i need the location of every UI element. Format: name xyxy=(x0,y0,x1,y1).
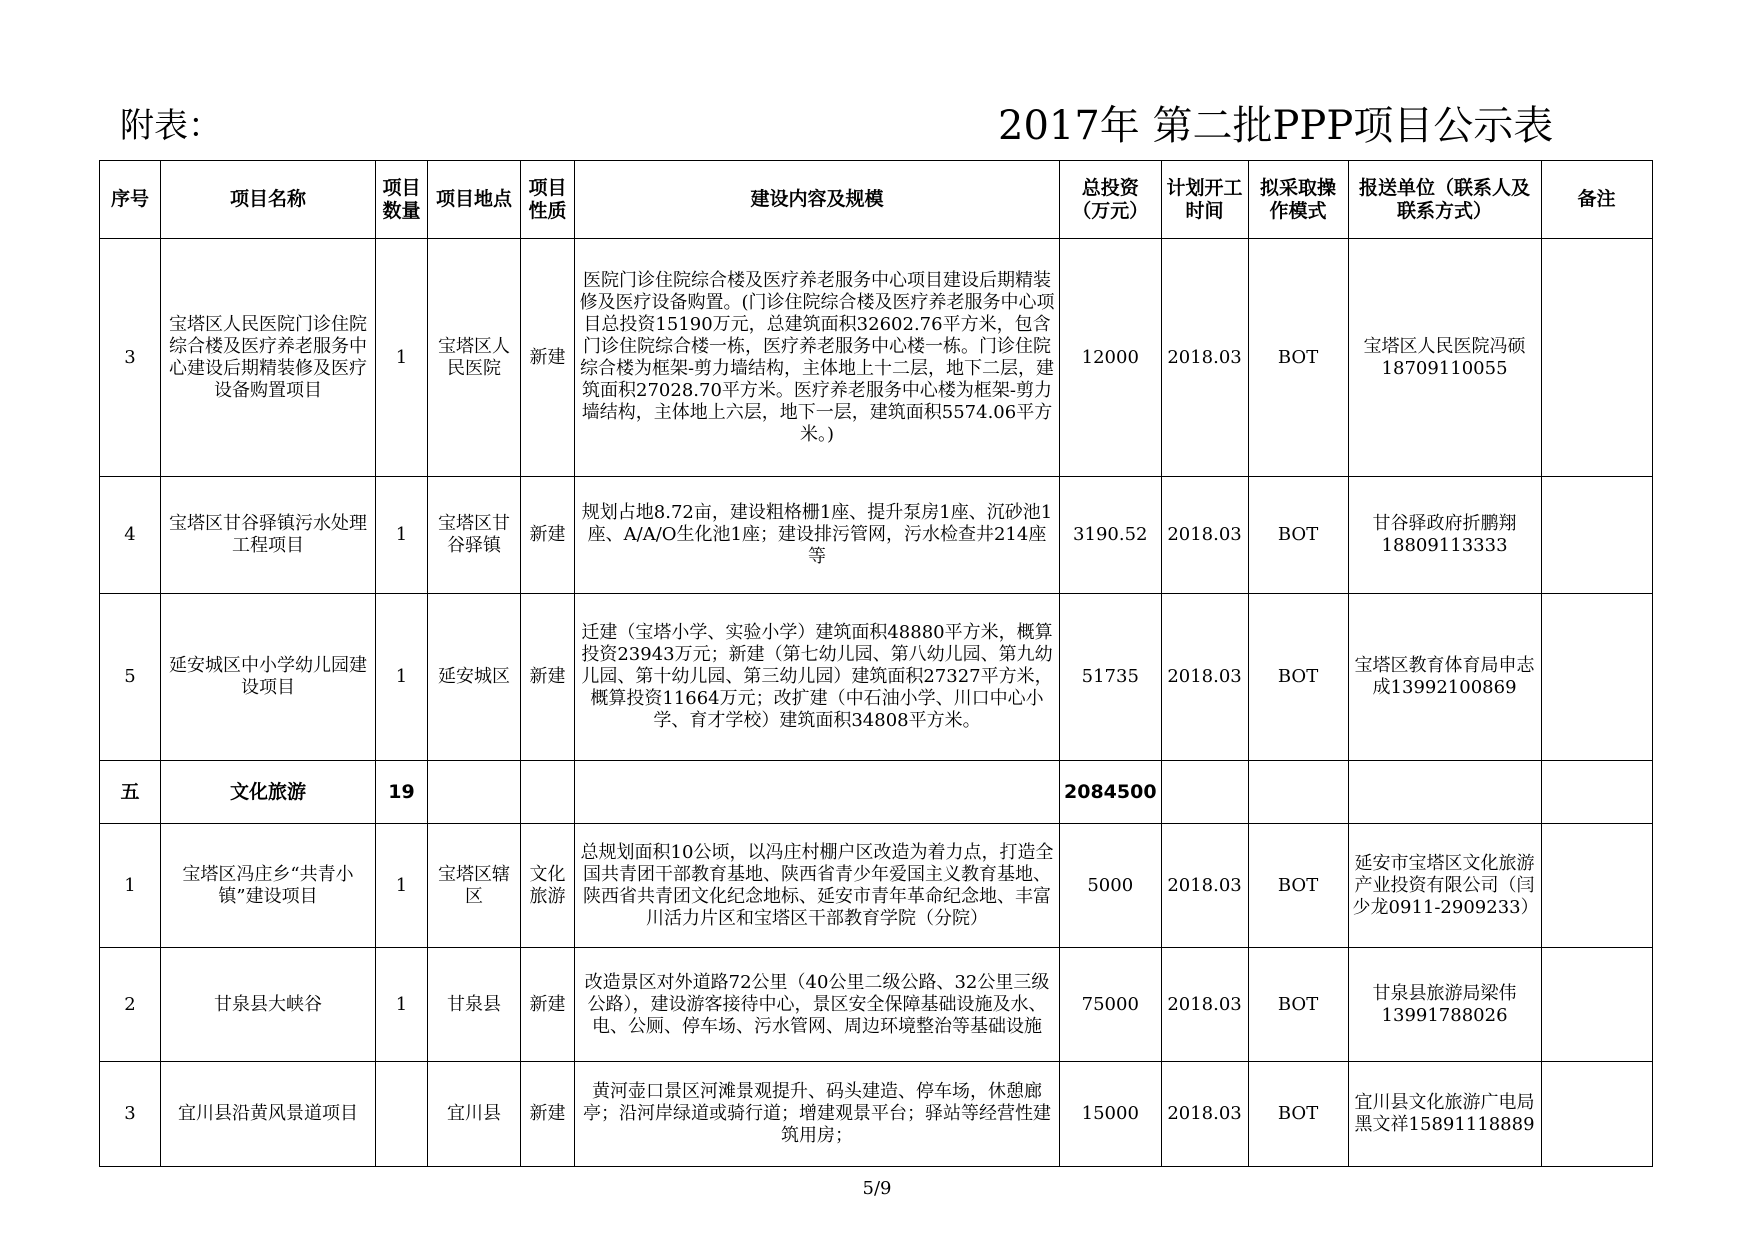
ppp-project-table xyxy=(99,160,1653,1167)
header-name: 项目名称 xyxy=(161,161,376,239)
cell-content: 医院门诊住院综合楼及医疗养老服务中心项目建设后期精装修及医疗设备购置。(门诊住院综合楼及医疗养老服务中心项目总投资15190万元，总建筑面积32602.76平方米，包含门诊住院综合楼一栋，医疗养老服务中心楼一栋。门诊住院综合楼为框架-剪力墙结构，主体地上十二层，地下二层，建筑面积27028.70平方米。医疗养老服务中心楼为框架-剪力墙结构，主体地上六层，地下一层，建筑面积5574.06平方米。) xyxy=(575,239,1060,477)
cell-seq: 1 xyxy=(100,824,161,948)
header-start: 计划开工时间 xyxy=(1161,161,1248,239)
cell-seq: 3 xyxy=(100,239,161,477)
section-location xyxy=(428,761,521,824)
cell-content: 迁建（宝塔小学、实验小学）建筑面积48880平方米，概算投资23943万元；新建（第七幼儿园、第八幼儿园、第九幼儿园、第十幼儿园、第三幼儿园）建筑面积27327平方米，概算投资11664万元；改扩建（中石油小学、川口中心小学、育才学校）建筑面积34808平方米。 xyxy=(575,594,1060,761)
page-title: 2017年 第二批PPP项目公示表 xyxy=(998,103,1554,149)
cell-investment: 51735 xyxy=(1060,594,1162,761)
cell-name: 宜川县沿黄风景道项目 xyxy=(161,1062,376,1167)
cell-location: 宝塔区甘谷驿镇 xyxy=(428,477,521,594)
cell-seq: 4 xyxy=(100,477,161,594)
cell-location: 宝塔区辖区 xyxy=(428,824,521,948)
section-name: 文化旅游 xyxy=(161,761,376,824)
header-remark: 备注 xyxy=(1541,161,1652,239)
cell-name: 延安城区中小学幼儿园建设项目 xyxy=(161,594,376,761)
section-mode xyxy=(1248,761,1348,824)
cell-count: 1 xyxy=(376,477,428,594)
table-row xyxy=(100,239,1653,477)
cell-location: 甘泉县 xyxy=(428,948,521,1062)
cell-investment: 75000 xyxy=(1060,948,1162,1062)
cell-unit: 宜川县文化旅游广电局黑文祥15891118889 xyxy=(1348,1062,1541,1167)
header-mode: 拟采取操作模式 xyxy=(1248,161,1348,239)
cell-name: 甘泉县大峡谷 xyxy=(161,948,376,1062)
cell-name: 宝塔区甘谷驿镇污水处理工程项目 xyxy=(161,477,376,594)
cell-content: 黄河壶口景区河滩景观提升、码头建造、停车场，休憩廊亭；沿河岸绿道或骑行道；增建观景平台；驿站等经营性建筑用房； xyxy=(575,1062,1060,1167)
cell-mode: BOT xyxy=(1248,477,1348,594)
section-remark xyxy=(1541,761,1652,824)
cell-start: 2018.03 xyxy=(1161,824,1248,948)
cell-count: 1 xyxy=(376,594,428,761)
cell-unit: 延安市宝塔区文化旅游产业投资有限公司（闫少龙0911-2909233） xyxy=(1348,824,1541,948)
section-content xyxy=(575,761,1060,824)
header-location: 项目地点 xyxy=(428,161,521,239)
cell-content: 改造景区对外道路72公里（40公里二级公路、32公里三级公路），建设游客接待中心，景区安全保障基础设施及水、电、公厕、停车场、污水管网、周边环境整治等基础设施 xyxy=(575,948,1060,1062)
header-unit: 报送单位（联系人及联系方式） xyxy=(1348,161,1541,239)
cell-investment: 15000 xyxy=(1060,1062,1162,1167)
table-row xyxy=(100,824,1653,948)
cell-unit: 宝塔区人民医院冯硕 18709110055 xyxy=(1348,239,1541,477)
header-nature: 项目性质 xyxy=(521,161,575,239)
section-row xyxy=(100,761,1653,824)
header-investment: 总投资（万元） xyxy=(1060,161,1162,239)
cell-count: 1 xyxy=(376,824,428,948)
cell-location: 延安城区 xyxy=(428,594,521,761)
cell-remark xyxy=(1541,477,1652,594)
section-seq: 五 xyxy=(100,761,161,824)
cell-location: 宜川县 xyxy=(428,1062,521,1167)
cell-remark xyxy=(1541,594,1652,761)
cell-remark xyxy=(1541,824,1652,948)
section-start xyxy=(1161,761,1248,824)
section-nature xyxy=(521,761,575,824)
cell-location: 宝塔区人民医院 xyxy=(428,239,521,477)
cell-nature: 新建 xyxy=(521,1062,575,1167)
cell-mode: BOT xyxy=(1248,824,1348,948)
page-number: 5/9 xyxy=(862,1178,892,1199)
cell-nature: 新建 xyxy=(521,948,575,1062)
cell-mode: BOT xyxy=(1248,594,1348,761)
header-seq: 序号 xyxy=(100,161,161,239)
cell-remark xyxy=(1541,239,1652,477)
cell-investment: 12000 xyxy=(1060,239,1162,477)
cell-start: 2018.03 xyxy=(1161,477,1248,594)
table-row xyxy=(100,1062,1653,1167)
section-unit xyxy=(1348,761,1541,824)
table-prefix: 附表： xyxy=(120,106,222,146)
cell-nature: 新建 xyxy=(521,594,575,761)
cell-seq: 3 xyxy=(100,1062,161,1167)
cell-seq: 2 xyxy=(100,948,161,1062)
table-header-row xyxy=(100,161,1653,239)
cell-start: 2018.03 xyxy=(1161,948,1248,1062)
cell-nature: 新建 xyxy=(521,477,575,594)
cell-seq: 5 xyxy=(100,594,161,761)
table-row xyxy=(100,594,1653,761)
section-count: 19 xyxy=(376,761,428,824)
cell-start: 2018.03 xyxy=(1161,1062,1248,1167)
cell-unit: 甘泉县旅游局梁伟13991788026 xyxy=(1348,948,1541,1062)
table-row xyxy=(100,477,1653,594)
table-row xyxy=(100,948,1653,1062)
cell-investment: 5000 xyxy=(1060,824,1162,948)
cell-name: 宝塔区冯庄乡“共青小镇”建设项目 xyxy=(161,824,376,948)
cell-count: 1 xyxy=(376,948,428,1062)
cell-nature: 文化旅游 xyxy=(521,824,575,948)
cell-count: 1 xyxy=(376,239,428,477)
header-count: 项目数量 xyxy=(376,161,428,239)
header-content: 建设内容及规模 xyxy=(575,161,1060,239)
cell-mode: BOT xyxy=(1248,1062,1348,1167)
cell-unit: 甘谷驿政府折鹏翔18809113333 xyxy=(1348,477,1541,594)
cell-start: 2018.03 xyxy=(1161,239,1248,477)
cell-count xyxy=(376,1062,428,1167)
cell-remark xyxy=(1541,948,1652,1062)
cell-investment: 3190.52 xyxy=(1060,477,1162,594)
section-investment: 2084500 xyxy=(1060,761,1162,824)
cell-start: 2018.03 xyxy=(1161,594,1248,761)
cell-mode: BOT xyxy=(1248,948,1348,1062)
cell-nature: 新建 xyxy=(521,239,575,477)
cell-remark xyxy=(1541,1062,1652,1167)
cell-content: 规划占地8.72亩，建设粗格栅1座、提升泵房1座、沉砂池1座、A/A/O生化池1座；建设排污管网，污水检查井214座等 xyxy=(575,477,1060,594)
cell-unit: 宝塔区教育体育局申志成13992100869 xyxy=(1348,594,1541,761)
cell-name: 宝塔区人民医院门诊住院综合楼及医疗养老服务中心建设后期精装修及医疗设备购置项目 xyxy=(161,239,376,477)
cell-mode: BOT xyxy=(1248,239,1348,477)
cell-content: 总规划面积10公顷，以冯庄村棚户区改造为着力点，打造全国共青团干部教育基地、陕西省青少年爱国主义教育基地、陕西省共青团文化纪念地标、延安市青年革命纪念地、丰富川活力片区和宝塔区干部教育学院（分院） xyxy=(575,824,1060,948)
